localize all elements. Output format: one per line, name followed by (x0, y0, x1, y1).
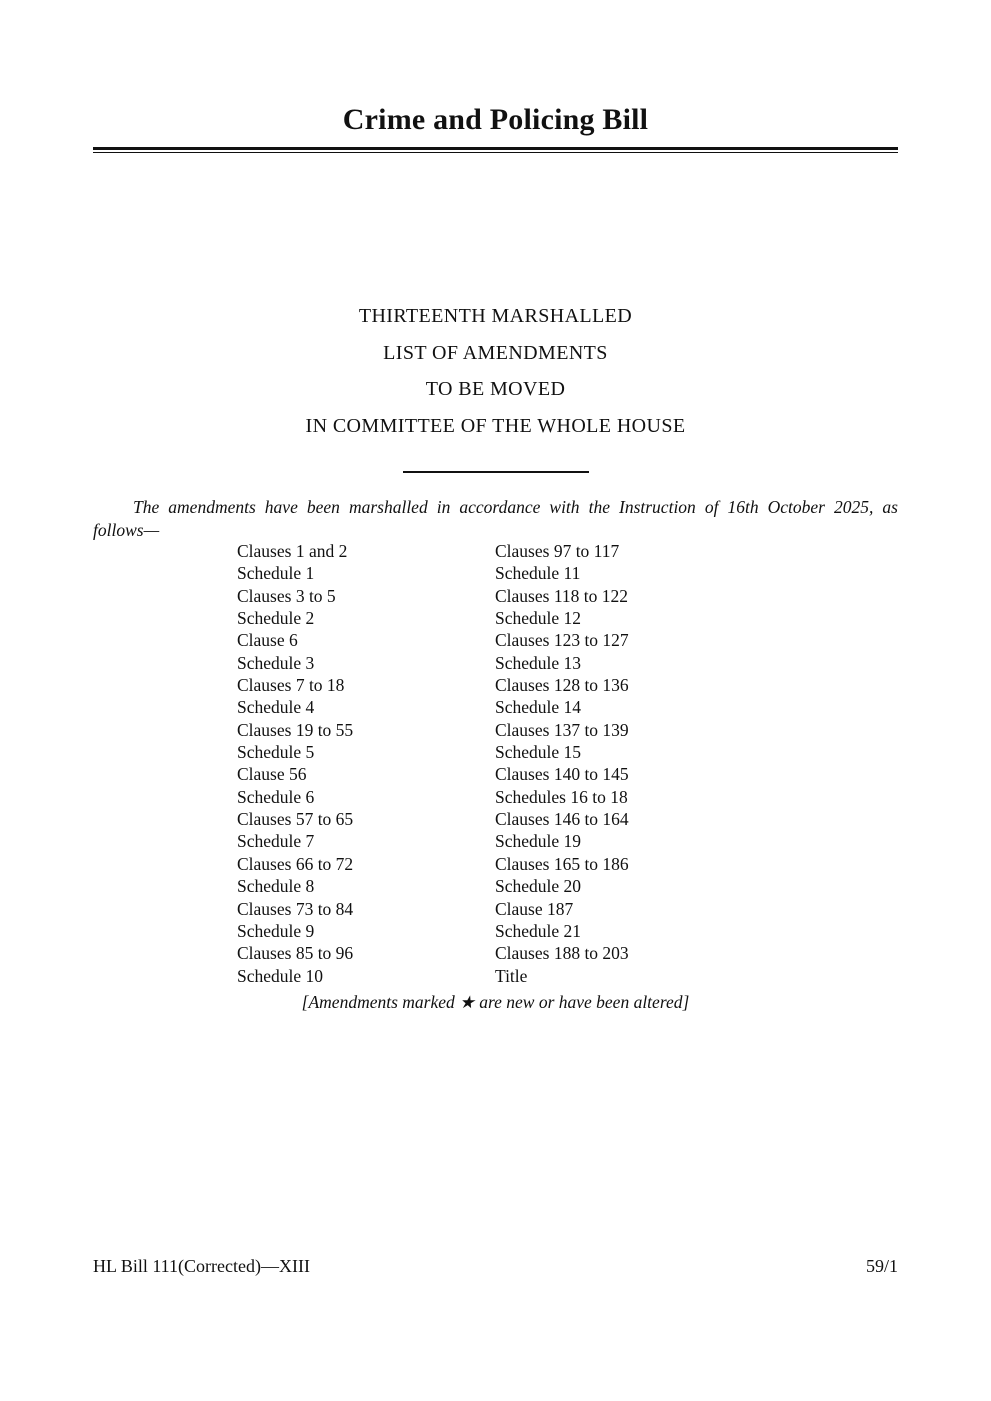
marshalling-item: Schedule 4 (237, 697, 315, 718)
marshalling-item: Clauses 140 to 145 (495, 764, 629, 785)
marshalling-item: Clauses 165 to 186 (495, 853, 629, 874)
marshalling-item: Clauses 123 to 127 (495, 630, 629, 651)
marshalling-item: Schedule 14 (495, 697, 582, 718)
heading-thirteenth-marshalled: THIRTEENTH MARSHALLED (358, 305, 633, 327)
marshalling-left-column (237, 540, 495, 987)
marshalling-item: Schedule 13 (495, 652, 582, 673)
heading-committee-whole-house: IN COMMITTEE OF THE WHOLE HOUSE (305, 414, 686, 437)
marshalling-item: Schedule 1 (237, 563, 315, 584)
marshalling-item: Clauses 57 to 65 (237, 809, 354, 830)
marshalling-item: Clauses 73 to 84 (237, 898, 354, 919)
intro-text-line2: follows— (93, 520, 160, 540)
section-separator-rule (403, 471, 589, 473)
marshalling-item: Clauses 19 to 55 (237, 719, 354, 740)
marshalling-item: Schedule 7 (237, 831, 315, 852)
marshalling-item: Clauses 146 to 164 (495, 809, 629, 830)
marshalling-item: Clauses 7 to 18 (237, 675, 345, 696)
marshalling-item: Schedule 2 (237, 608, 315, 629)
marshalling-item: Schedule 5 (237, 742, 315, 763)
marshalling-item: Title (495, 965, 528, 986)
rule-thin-line (93, 152, 898, 154)
bill-title: Crime and Policing Bill (342, 103, 649, 136)
marshalling-item: Schedule 19 (495, 831, 582, 852)
marshalling-item: Clause 56 (237, 764, 307, 785)
intro-text-line1: The amendments have been marshalled in accordance with the Instruction of 16th October 2025, as (133, 497, 898, 517)
marshalling-order-list (237, 540, 629, 987)
page-footer (93, 1256, 898, 1277)
marshalling-item: Clauses 97 to 117 (495, 541, 620, 561)
marshalling-item: Clauses 85 to 96 (237, 943, 354, 964)
marshalling-item: Schedule 20 (495, 876, 582, 897)
marshalling-item: Schedule 8 (237, 876, 315, 897)
marshalling-item: Clause 187 (495, 898, 574, 919)
heading-list-of-amendments: LIST OF AMENDMENTS (383, 341, 608, 364)
marshalling-item: Clauses 118 to 122 (495, 585, 629, 606)
marshalled-list-headings (0, 305, 991, 451)
marshalling-item: Clauses 66 to 72 (237, 853, 354, 874)
marshalling-item: Schedule 9 (237, 920, 315, 941)
marshalling-right-column (495, 540, 629, 987)
marshalling-item: Clauses 1 and 2 (237, 541, 348, 561)
marshalling-item: Clauses 128 to 136 (495, 675, 629, 696)
marshalling-item: Schedule 12 (495, 608, 582, 629)
bill-reference: HL Bill 111(Corrected)—XIII (93, 1256, 310, 1276)
marshalling-item: Clauses 3 to 5 (237, 585, 336, 606)
amendments-star-note: [Amendments marked ★ are new or have been altered] (301, 992, 690, 1012)
marshalling-item: Schedule 11 (495, 563, 581, 584)
marshalling-item: Schedule 10 (237, 965, 324, 986)
marshalling-item: Schedule 6 (237, 786, 315, 807)
heading-to-be-moved: TO BE MOVED (425, 378, 566, 401)
marshalling-item: Schedules 16 to 18 (495, 786, 628, 807)
marshalling-item: Schedule 15 (495, 742, 582, 763)
page-code: 59/1 (865, 1256, 898, 1276)
marshalling-item: Schedule 3 (237, 652, 315, 673)
title-double-rule (93, 147, 898, 153)
marshalling-item: Clause 6 (237, 630, 298, 651)
intro-paragraph (93, 496, 898, 542)
marshalling-item: Clauses 137 to 139 (495, 719, 629, 740)
marshalling-item: Schedule 21 (495, 920, 582, 941)
marshalling-item: Clauses 188 to 203 (495, 943, 629, 964)
